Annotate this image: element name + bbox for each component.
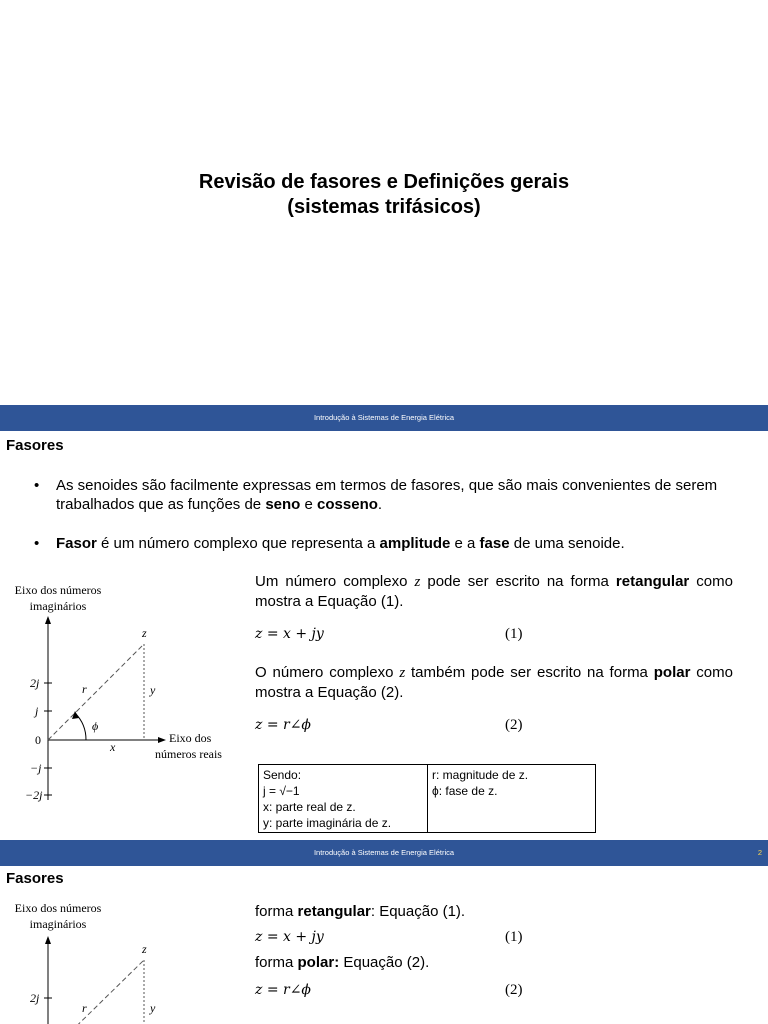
tick-label: 2j bbox=[30, 991, 40, 1005]
tick-label: 0 bbox=[35, 733, 41, 747]
text-run: forma bbox=[255, 954, 298, 971]
page-number: 2 bbox=[757, 848, 762, 857]
text-run: forma bbox=[255, 903, 298, 920]
text-run: como mostra a Equação (2). bbox=[255, 664, 733, 701]
bold-run: amplitude bbox=[379, 535, 451, 552]
bullet-icon: • bbox=[34, 535, 40, 552]
tick-label: 2j bbox=[30, 676, 40, 690]
text-run: . bbox=[377, 496, 383, 513]
footer-band bbox=[0, 840, 768, 866]
bold-run: polar bbox=[653, 664, 691, 681]
paragraph-polar bbox=[255, 663, 733, 702]
equation-2: z = r∠ϕ bbox=[255, 717, 311, 733]
bold-run: seno bbox=[265, 496, 301, 513]
y-label: y bbox=[150, 1001, 156, 1015]
equation-1-number: (1) bbox=[505, 929, 523, 945]
definitions-box-right bbox=[427, 764, 596, 833]
bullet-text-1 bbox=[56, 476, 768, 514]
definitions-box-left bbox=[258, 764, 428, 833]
text-run: e a bbox=[450, 535, 480, 552]
text-run: Um número complexo bbox=[255, 573, 415, 590]
equation-2-number: (2) bbox=[505, 982, 523, 998]
z-label: z bbox=[142, 626, 147, 640]
var-z: z bbox=[414, 574, 421, 590]
text-run: O número complexo bbox=[255, 664, 400, 681]
phi-label: ϕ bbox=[92, 719, 99, 733]
phasor-line bbox=[48, 960, 144, 1024]
section-heading: Fasores bbox=[6, 437, 64, 454]
imag-axis-label-1: Eixo dos números bbox=[14, 583, 102, 597]
text-run: : Equação (1). bbox=[370, 903, 466, 920]
tick-label: −j bbox=[30, 761, 42, 775]
slide-title-line2: (sistemas trifásicos) bbox=[287, 196, 481, 218]
footer-course-title: Introdução à Sistemas de Energia Elétrica bbox=[313, 413, 455, 422]
bold-run: polar: bbox=[297, 954, 340, 971]
definition-line: x: parte real de z. bbox=[263, 800, 356, 814]
imag-axis-label-2: imaginários bbox=[29, 599, 87, 613]
definition-line: Sendo: bbox=[263, 768, 302, 782]
imag-axis-arrow-icon bbox=[45, 616, 51, 624]
r-label: r bbox=[82, 1001, 87, 1015]
rectangular-form-line bbox=[255, 903, 465, 920]
bold-run: retangular bbox=[615, 573, 690, 590]
text-run: As senoides são facilmente expressas em termos de fasores, que são mais convenientes de serem trabalhados que as funções de bbox=[56, 477, 718, 513]
text-run: também pode ser escrito na forma bbox=[405, 664, 654, 681]
real-axis-label-1: Eixo dos bbox=[169, 731, 212, 745]
section-heading: Fasores bbox=[6, 870, 64, 887]
equation-2-number: (2) bbox=[505, 717, 523, 733]
text-run: pode ser escrito na forma bbox=[420, 573, 616, 590]
bullet-icon: • bbox=[34, 477, 40, 494]
equation-1-number: (1) bbox=[505, 626, 523, 642]
paragraph-rectangular bbox=[255, 572, 733, 611]
bold-run: fase bbox=[479, 535, 510, 552]
text-run: é um número complexo que representa a bbox=[96, 535, 380, 552]
polar-form-line bbox=[255, 954, 429, 971]
definition-line: y: parte imaginária de z. bbox=[263, 816, 392, 830]
complex-plane-diagram-2 bbox=[0, 896, 240, 1024]
footer-band bbox=[0, 405, 768, 431]
y-label: y bbox=[150, 683, 156, 697]
equation-2: z = r∠ϕ bbox=[255, 982, 311, 998]
r-label: r bbox=[82, 682, 87, 696]
bold-run: Fasor bbox=[56, 535, 97, 552]
text-run: Equação (2). bbox=[339, 954, 430, 971]
real-axis-label-2: números reais bbox=[155, 747, 222, 761]
real-axis-arrow-icon bbox=[158, 737, 166, 743]
equation-1: z = x + jy bbox=[255, 626, 324, 642]
tick-label: j bbox=[35, 704, 39, 718]
z-label: z bbox=[142, 942, 147, 956]
x-label: x bbox=[110, 740, 116, 754]
bullet-text-2 bbox=[56, 534, 768, 553]
text-run: de uma senoide. bbox=[509, 535, 625, 552]
imag-axis-label-2: imaginários bbox=[29, 917, 87, 931]
definition-line: ϕ: fase de z. bbox=[432, 784, 498, 798]
bold-run: cosseno bbox=[317, 496, 378, 513]
var-z: z bbox=[399, 665, 406, 681]
equation-1: z = x + jy bbox=[255, 929, 324, 945]
text-run: como mostra a Equação (1). bbox=[255, 573, 733, 610]
definition-line: j = √−1 bbox=[263, 784, 300, 798]
text-run: e bbox=[300, 496, 318, 513]
slide-title bbox=[0, 170, 768, 220]
imag-axis-label-1: Eixo dos números bbox=[14, 901, 102, 915]
bold-run: retangular bbox=[297, 903, 371, 920]
slide-title-line1: Revisão de fasores e Definições gerais bbox=[198, 171, 570, 193]
imag-axis-arrow-icon bbox=[45, 936, 51, 944]
definition-line: r: magnitude de z. bbox=[432, 768, 529, 782]
footer-course-title: Introdução à Sistemas de Energia Elétrica bbox=[313, 848, 455, 857]
tick-label: −2j bbox=[25, 788, 43, 802]
complex-plane-diagram bbox=[0, 580, 240, 820]
